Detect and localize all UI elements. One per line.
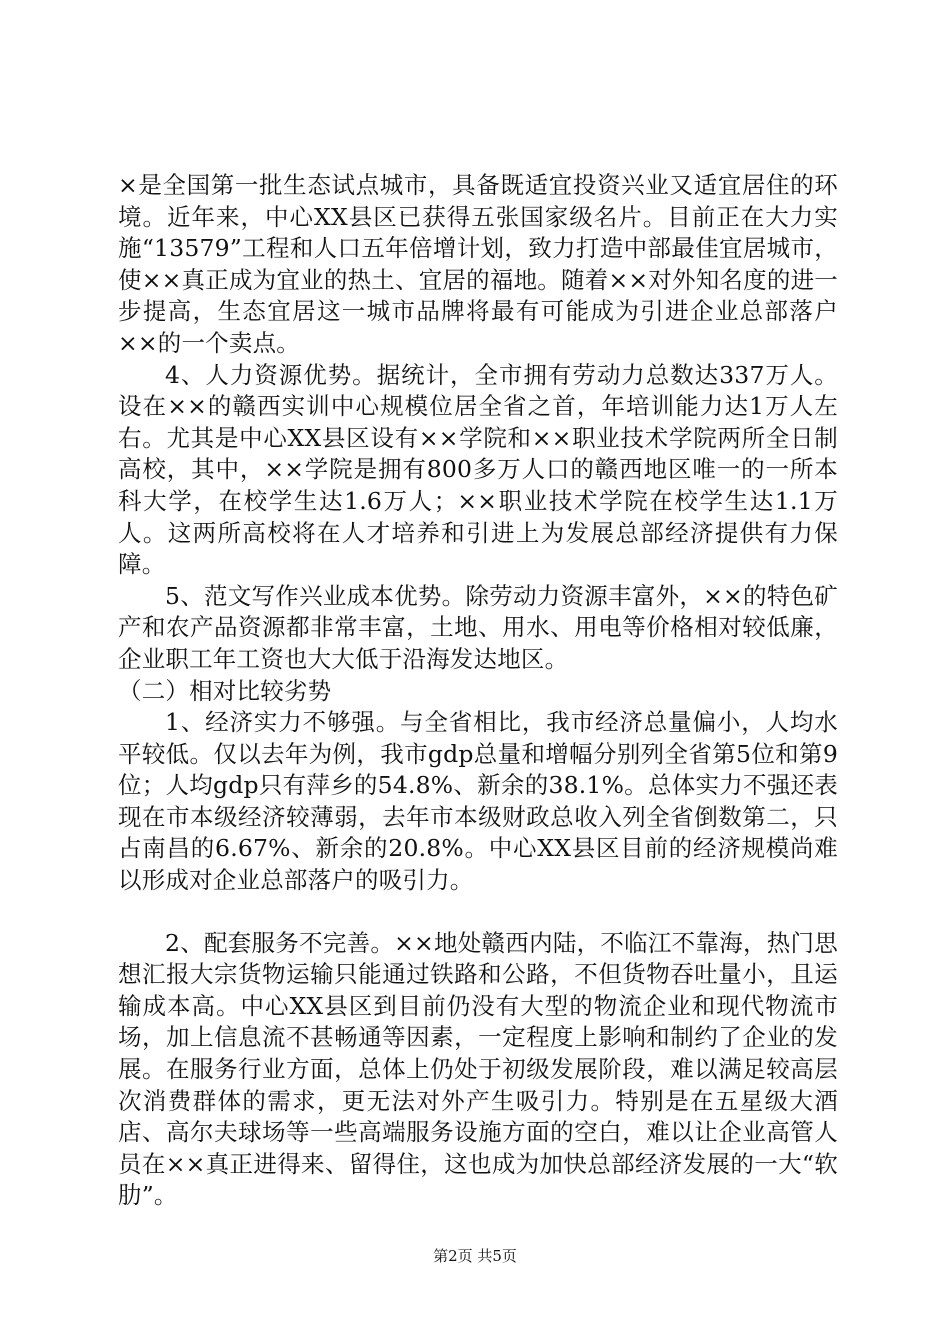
- document-body: [118, 170, 838, 1212]
- section-heading-disadvantages: （二）相对比较劣势: [118, 676, 332, 705]
- page-number-footer: 第2页 共5页: [433, 1247, 517, 1265]
- paragraph-supporting-services: 2、配套服务不完善。××地处赣西内陆，不临江不靠海，热门思想汇报大宗货物运输只能通过铁路和公路，不但货物吞吐量小，且运输成本高。中心XX县区到目前仍没有大型的物流企业和现代物流市场，加上信息流不甚畅通等因素，一定程度上影响和制约了企业的发展。在服务行业方面，总体上仍处于初级发展阶段，难以满足较高层次消费群体的需求，更无法对外产生吸引力。特别是在五星级大酒店、高尔夫球场等一些高端服务设施方面的空白，难以让企业高管人员在××真正进得来、留得住，这也成为加快总部经济发展的一大“软肋”。: [118, 928, 838, 1210]
- paragraph-human-resources: 4、人力资源优势。据统计，全市拥有劳动力总数达337万人。设在××的赣西实训中心规模位居全省之首，年培训能力达1万人左右。尤其是中心XX县区设有××学院和××职业技术学院两所全日制高校，其中，××学院是拥有800多万人口的赣西地区唯一的一所本科大学，在校学生达1.6万人；××职业技术学院在校学生达1.1万人。这两所高校将在人才培养和引进上为发展总部经济提供有力保障。: [118, 360, 838, 579]
- paragraph-economic-strength: 1、经济实力不够强。与全省相比，我市经济总量偏小，人均水平较低。仅以去年为例，我市gdp总量和增幅分别列全省第5位和第9位；人均gdp只有萍乡的54.8%、新余的38.1%。总体实力不强还表现在市本级经济较薄弱，去年市本级财政总收入列全省倒数第二，只占南昌的6.67%、新余的20.8%。中心XX县区目前的经济规模尚难以形成对企业总部落户的吸引力。: [118, 708, 838, 895]
- paragraph-cost-advantage: 5、范文写作兴业成本优势。除劳动力资源丰富外，××的特色矿产和农产品资源都非常丰富，土地、用水、用电等价格相对较低廉，企业职工年工资也大大低于沿海发达地区。: [118, 581, 838, 673]
- paragraph-ecology: ×是全国第一批生态试点城市，具备既适宜投资兴业又适宜居住的环境。近年来，中心XX县区已获得五张国家级名片。目前正在大力实施“13579”工程和人口五年倍增计划，致力打造中部最佳宜居城市，使××真正成为宜业的热土、宜居的福地。随着××对外知名度的进一步提高，生态宜居这一城市品牌将最有可能成为引进企业总部落户××的一个卖点。: [118, 171, 838, 357]
